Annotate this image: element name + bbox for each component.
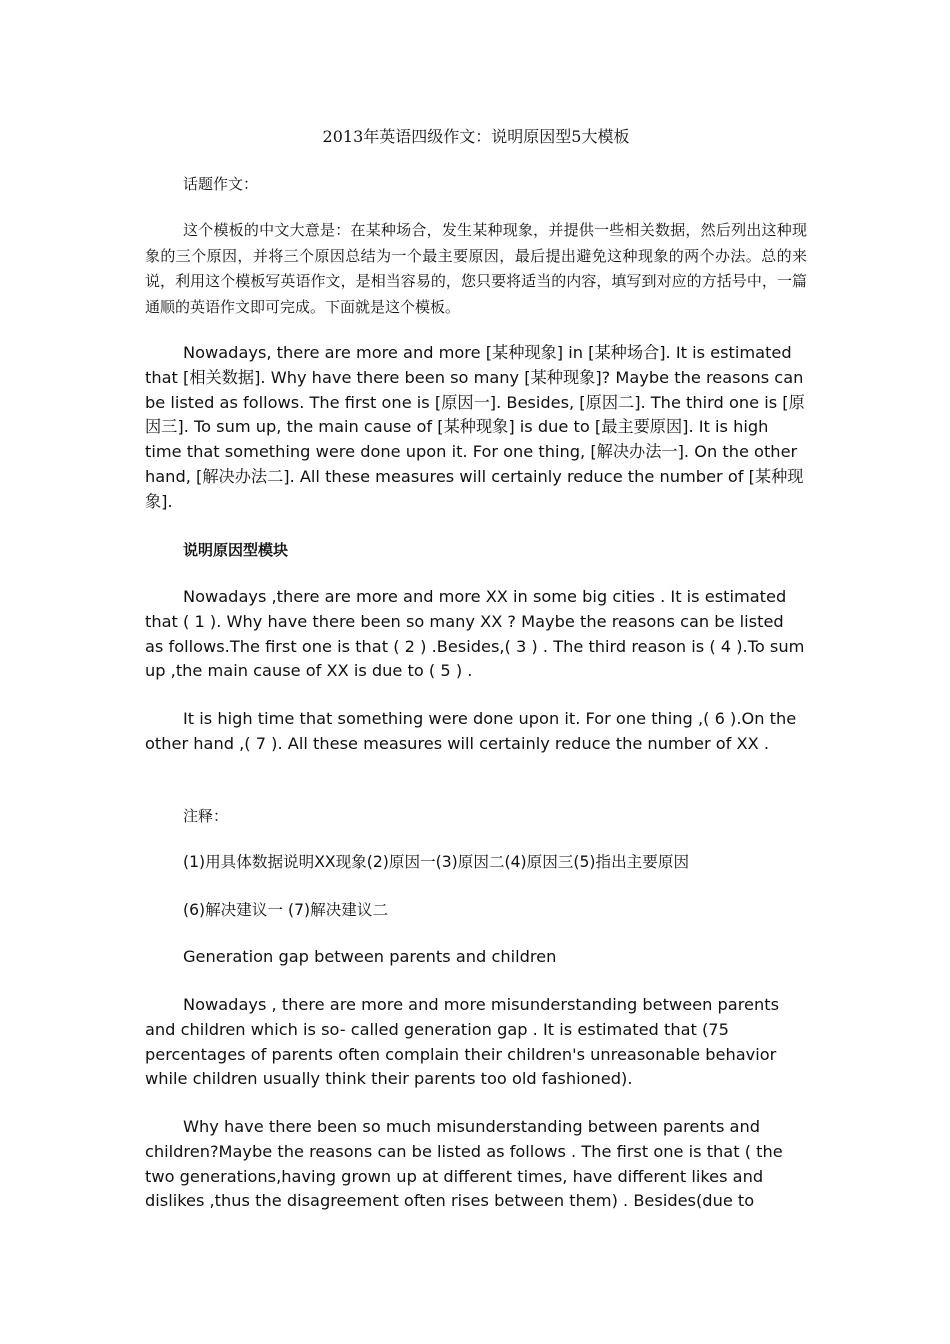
example-title: Generation gap between parents and children [183, 947, 557, 966]
module-paragraph-1: Nowadays ,there are more and more XX in some big cities . It is estimated that ( 1 ). Why have there been so many XX ? Maybe the reasons can be listed as follows.The first one is that ( 2 ) .Besides,( 3 ) . The third reason is ( 4 ).To sum up ,the main cause of XX is due to ( 5 ) . [145, 587, 805, 681]
document-title: 2013年英语四级作文：说明原因型5大模板 [322, 127, 630, 146]
notes-line-1: (1)用具体数据说明XX现象(2)原因一(3)原因二(4)原因三(5)指出主要原因 [183, 853, 690, 871]
example-paragraph-1: Nowadays , there are more and more misunderstanding between parents and children which is so- called generation gap . It is estimated that (75 percentages of parents often complain their children's unreasonable behavior while children usually think their parents too old fashioned). [145, 995, 780, 1089]
section-heading: 说明原因型模块 [183, 541, 289, 559]
example-paragraph-2: Why have there been so much misunderstanding between parents and children?Maybe the reasons can be listed as follows . The first one is that ( the two generations,having grown up at different times, have different likes and dislikes ,thus the disagreement often rises between them) . Besides(due to [145, 1117, 783, 1211]
notes-line-2: (6)解决建议一 (7)解决建议二 [183, 901, 389, 919]
template-description: 这个模板的中文大意是：在某种场合，发生某种现象，并提供一些相关数据，然后列出这种现象的三个原因，并将三个原因总结为一个最主要原因，最后提出避免这种现象的两个办法。总的来说，利用这个模板写英语作文，是相当容易的，您只要将适当的内容，填写到对应的方括号中，一篇通顺的英语作文即可完成。下面就是这个模板。 [145, 221, 807, 316]
template-paragraph: Nowadays, there are more and more [某种现象] in [某种场合]. It is estimated that [相关数据]. Why have there been so many [某种现象]? Maybe the reasons can be listed as follows. The first one is [原因一]. Besides, [原因二]. The third one is [原因三]. To sum up, the main cause of [某种现象] is due to [最主要原因]. It is high time that something were done upon it. For one thing, [解决办法一]. On the other hand, [解决办法二]. All these measures will certainly reduce the number of [某种现象]. [145, 343, 805, 511]
topic-label: 话题作文： [183, 175, 259, 193]
notes-label: 注释： [183, 807, 229, 825]
module-paragraph-2: It is high time that something were done upon it. For one thing ,( 6 ).On the other hand ,( 7 ). All these measures will certainly reduce the number of XX . [145, 709, 797, 753]
